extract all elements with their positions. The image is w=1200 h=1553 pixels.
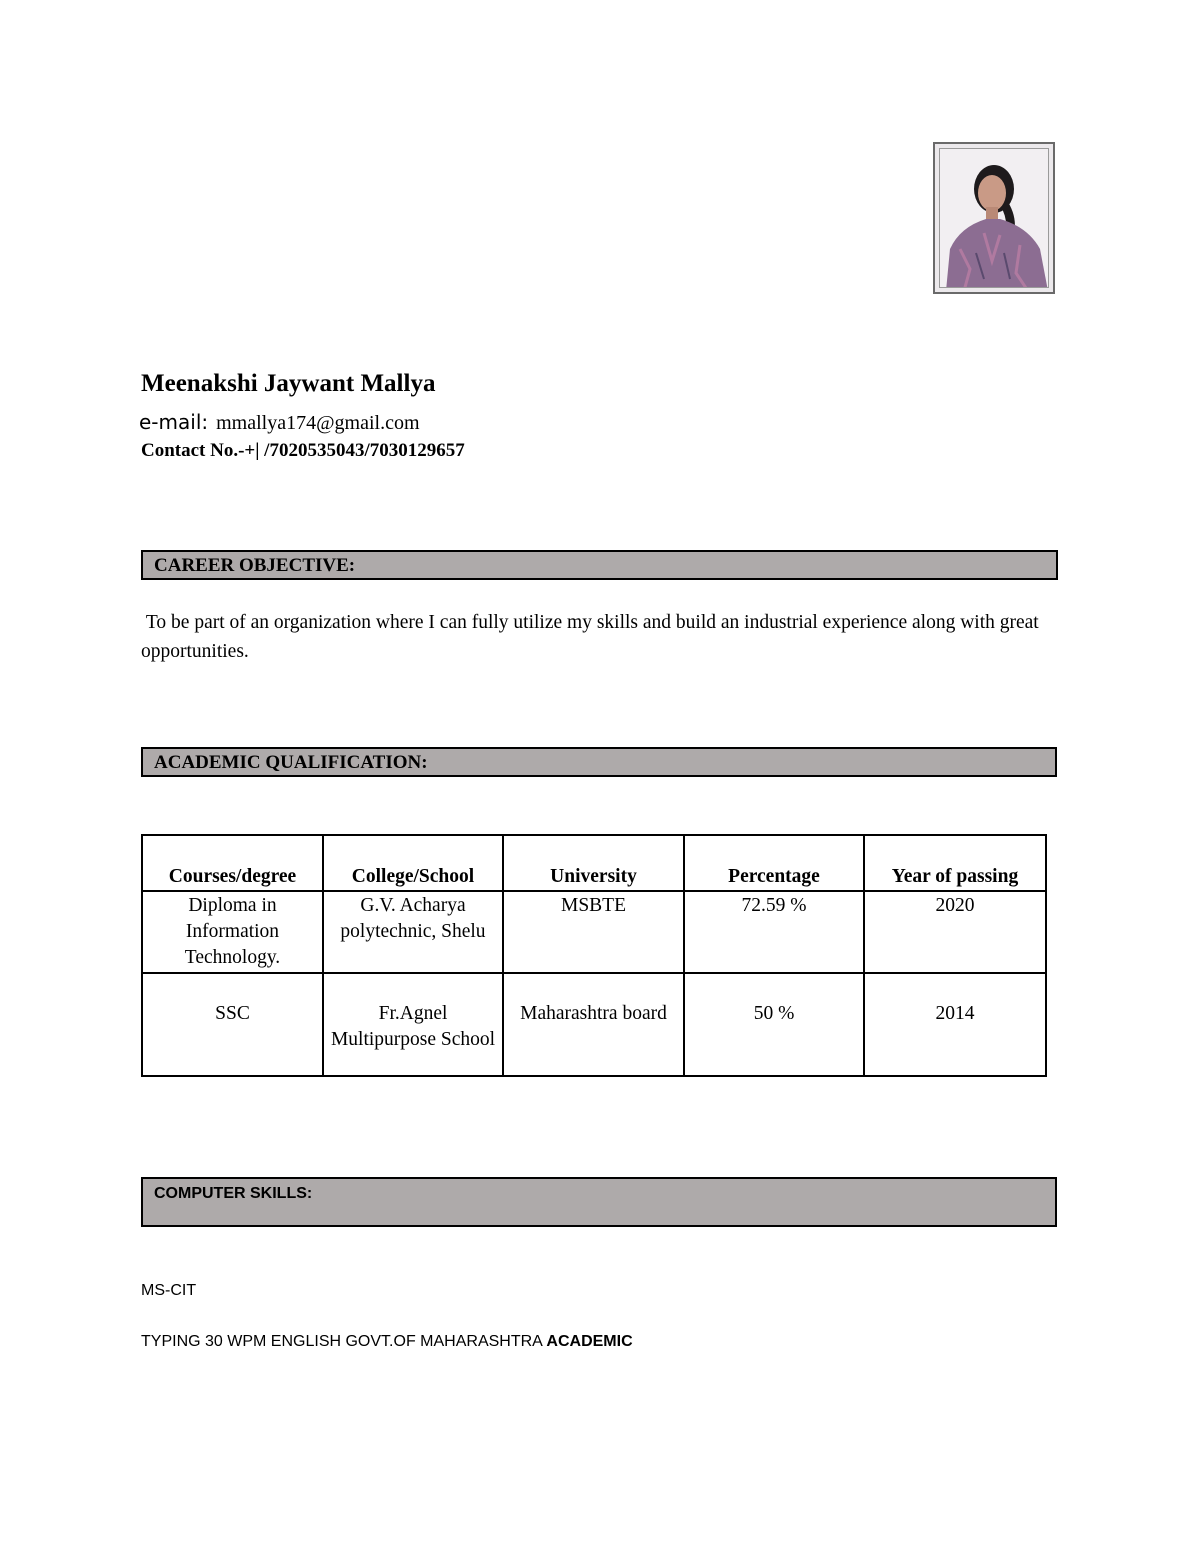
table-cell-course: SSC xyxy=(142,973,323,1076)
typing-text: TYPING 30 WPM ENGLISH GOVT.OF MAHARASHTRA xyxy=(141,1333,547,1350)
academic-qualification-table xyxy=(141,834,1047,1077)
contact-number: Contact No.-+| /7020535043/7030129657 xyxy=(141,440,465,461)
section-heading-academic-qualification: ACADEMIC QUALIFICATION: xyxy=(154,752,428,773)
column-header-course: Courses/degree xyxy=(142,835,323,891)
candidate-name: Meenakshi Jaywant Mallya xyxy=(141,370,436,397)
career-objective-text: To be part of an organization where I can fully utilize my skills and build an industrial experience along with great opportunities. xyxy=(141,612,1044,662)
column-header-percentage: Percentage xyxy=(684,835,864,891)
table-cell-percentage: 50 % xyxy=(684,973,864,1076)
table-row xyxy=(142,891,1046,973)
email-label: e-mail: xyxy=(139,410,209,434)
table-header-row xyxy=(142,835,1046,891)
email-value: mmallya174@gmail.com xyxy=(216,412,420,434)
table-cell-year: 2020 xyxy=(864,891,1046,973)
typing-text-bold: ACADEMIC xyxy=(546,1333,633,1350)
skill-item: MS-CIT xyxy=(141,1282,197,1299)
table-cell-percentage: 72.59 % xyxy=(684,891,864,973)
section-bar-computer-skills xyxy=(141,1177,1057,1227)
table-cell-year: 2014 xyxy=(864,973,1046,1076)
table-cell-course: Diploma in Information Technology. xyxy=(142,891,323,973)
section-bar-academic-qualification xyxy=(141,747,1057,777)
table-row xyxy=(142,973,1046,1076)
table-cell-university: MSBTE xyxy=(503,891,684,973)
person-photo-icon xyxy=(940,149,1049,288)
column-header-year: Year of passing xyxy=(864,835,1046,891)
table-cell-university: Maharashtra board xyxy=(503,973,684,1076)
section-heading-computer-skills: COMPUTER SKILLS: xyxy=(154,1185,313,1202)
column-header-university: University xyxy=(503,835,684,891)
table-cell-college: Fr.Agnel Multipurpose School xyxy=(323,973,503,1076)
skill-item-typing xyxy=(141,1333,633,1351)
section-bar-career-objective xyxy=(141,550,1058,580)
section-heading-career-objective: CAREER OBJECTIVE: xyxy=(154,555,356,576)
column-header-college: College/School xyxy=(323,835,503,891)
profile-photo xyxy=(933,142,1055,294)
table-cell-college: G.V. Acharya polytechnic, Shelu xyxy=(323,891,503,973)
profile-photo-frame xyxy=(939,148,1049,288)
email-line xyxy=(139,410,420,435)
